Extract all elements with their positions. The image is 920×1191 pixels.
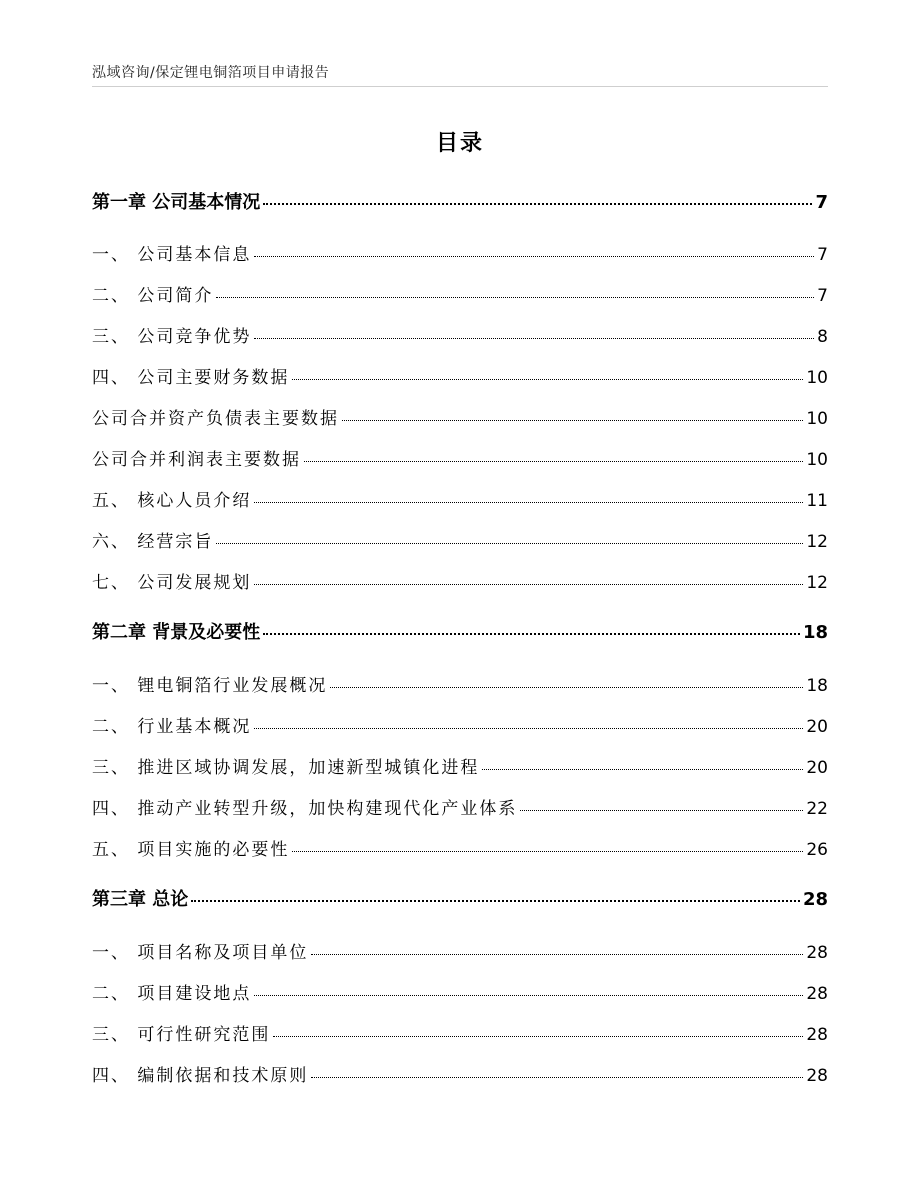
toc-entry-page: 10 (806, 368, 828, 388)
dot-leader (330, 687, 803, 688)
toc-entry-label: 五、 项目实施的必要性 (92, 840, 290, 860)
toc-entry-label: 四、 编制依据和技术原则 (92, 1066, 309, 1086)
toc-entry-label: 一、 锂电铜箔行业发展概况 (92, 676, 328, 696)
toc-entry[interactable] (92, 486, 828, 511)
toc-entry[interactable] (92, 240, 828, 265)
toc-entry-label: 二、 公司简介 (92, 286, 214, 306)
toc-entry[interactable] (92, 835, 828, 860)
toc-chapter-1[interactable] (92, 188, 828, 214)
toc-entry[interactable] (92, 712, 828, 737)
toc-entry-label: 二、 行业基本概况 (92, 717, 252, 737)
toc-entry-label: 二、 项目建设地点 (92, 984, 252, 1004)
dot-leader (520, 810, 803, 811)
toc-entry[interactable] (92, 794, 828, 819)
toc-entry-label: 第三章 总论 (92, 889, 189, 910)
dot-leader (342, 420, 803, 421)
toc-entry-label: 一、 公司基本信息 (92, 245, 252, 265)
dot-leader (216, 543, 803, 544)
toc-entry-page: 7 (815, 192, 828, 213)
toc-entry-label: 公司合并资产负债表主要数据 (92, 409, 339, 429)
dot-leader (263, 203, 812, 205)
toc-entry-label: 四、 推动产业转型升级，加快构建现代化产业体系 (92, 799, 518, 819)
header-divider (92, 86, 828, 87)
toc-entry-page: 20 (806, 758, 828, 778)
toc-entry-label: 七、 公司发展规划 (92, 573, 252, 593)
dot-leader (482, 769, 803, 770)
toc-chapter-3[interactable] (92, 885, 828, 911)
toc-entry-page: 7 (817, 245, 828, 265)
toc-entry-label: 三、 推进区域协调发展，加速新型城镇化进程 (92, 758, 480, 778)
toc-entry-label: 四、 公司主要财务数据 (92, 368, 290, 388)
dot-leader (191, 900, 800, 902)
toc-chapter-2[interactable] (92, 618, 828, 644)
dot-leader (311, 1077, 803, 1078)
dot-leader (254, 728, 803, 729)
toc-entry[interactable] (92, 281, 828, 306)
toc-entry-page: 20 (806, 717, 828, 737)
toc-entry-page: 11 (806, 491, 828, 511)
toc-entry[interactable] (92, 568, 828, 593)
dot-leader (263, 633, 800, 635)
toc-entry-page: 10 (806, 450, 828, 470)
toc-entry-page: 28 (806, 943, 828, 963)
toc-entry[interactable] (92, 753, 828, 778)
running-header: 泓域咨询/保定锂电铜箔项目申请报告 (92, 65, 330, 81)
toc-entry-page: 28 (802, 889, 828, 910)
toc-entry-label: 六、 经营宗旨 (92, 532, 214, 552)
dot-leader (292, 379, 803, 380)
toc-entry[interactable] (92, 671, 828, 696)
toc-entry-page: 28 (806, 984, 828, 1004)
dot-leader (273, 1036, 803, 1037)
toc-entry-page: 18 (806, 676, 828, 696)
dot-leader (254, 502, 803, 503)
toc-entry-label: 三、 公司竞争优势 (92, 327, 252, 347)
toc-entry-label: 三、 可行性研究范围 (92, 1025, 271, 1045)
dot-leader (254, 338, 814, 339)
toc-entry[interactable] (92, 1020, 828, 1045)
dot-leader (254, 995, 803, 996)
dot-leader (254, 584, 803, 585)
toc-entry-page: 18 (802, 622, 828, 643)
toc-entry-page: 12 (806, 532, 828, 552)
toc-entry[interactable] (92, 979, 828, 1004)
toc-entry[interactable] (92, 1061, 828, 1086)
toc-entry-label: 一、 项目名称及项目单位 (92, 943, 309, 963)
toc-entry-label: 公司合并利润表主要数据 (92, 450, 301, 470)
dot-leader (304, 461, 803, 462)
toc-entry-page: 10 (806, 409, 828, 429)
toc-entry-label: 第二章 背景及必要性 (92, 622, 261, 643)
toc-entry-page: 7 (817, 286, 828, 306)
toc-entry[interactable] (92, 363, 828, 388)
toc-entry-page: 22 (806, 799, 828, 819)
toc-entry-page: 12 (806, 573, 828, 593)
toc-entry[interactable] (92, 527, 828, 552)
toc-entry[interactable] (92, 938, 828, 963)
dot-leader (216, 297, 814, 298)
toc-entry-page: 8 (817, 327, 828, 347)
toc-entry-label: 第一章 公司基本情况 (92, 192, 261, 213)
toc-entry-page: 28 (806, 1025, 828, 1045)
dot-leader (292, 851, 803, 852)
toc-entry-page: 26 (806, 840, 828, 860)
toc-title: 目录 (435, 131, 484, 156)
toc-entry[interactable] (92, 322, 828, 347)
toc-entry[interactable] (92, 445, 828, 470)
dot-leader (254, 256, 814, 257)
toc-entry[interactable] (92, 404, 828, 429)
toc-entry-page: 28 (806, 1066, 828, 1086)
toc-entry-label: 五、 核心人员介绍 (92, 491, 252, 511)
dot-leader (311, 954, 803, 955)
